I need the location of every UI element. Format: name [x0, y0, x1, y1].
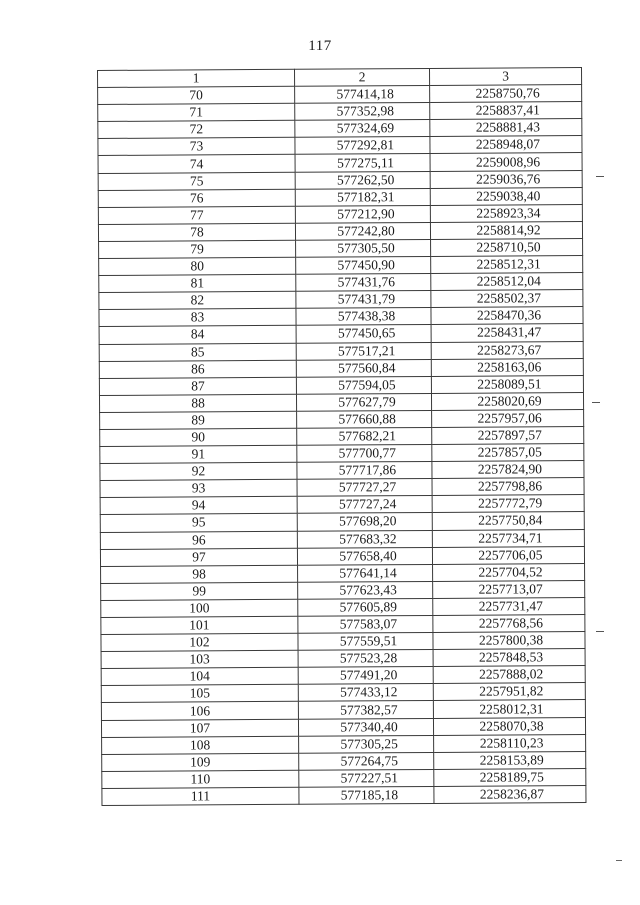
column-header-point-number: 1 — [98, 69, 295, 87]
x-coordinate-cell: 577727,27 — [297, 479, 432, 497]
y-coordinate-cell: 2257800,38 — [433, 632, 585, 650]
point-number-cell: 111 — [102, 787, 299, 805]
y-coordinate-cell: 2257857,05 — [432, 444, 584, 462]
y-coordinate-cell: 2258923,34 — [430, 204, 582, 222]
point-number-cell: 91 — [100, 445, 297, 463]
y-coordinate-cell: 2257824,90 — [432, 461, 584, 479]
point-number-cell: 108 — [102, 736, 299, 754]
x-coordinate-cell: 577560,84 — [296, 359, 431, 377]
y-coordinate-cell: 2258502,37 — [431, 290, 583, 308]
x-coordinate-cell: 577523,28 — [298, 650, 433, 668]
y-coordinate-cell: 2258070,38 — [433, 717, 585, 735]
point-number-cell: 87 — [99, 377, 296, 395]
x-coordinate-cell: 577627,79 — [296, 393, 431, 411]
point-number-cell: 106 — [101, 702, 298, 720]
y-coordinate-cell: 2258431,47 — [431, 324, 583, 342]
x-coordinate-cell: 577264,75 — [299, 752, 434, 770]
y-coordinate-cell: 2258020,69 — [431, 392, 583, 410]
y-coordinate-cell: 2259036,76 — [430, 170, 582, 188]
point-number-cell: 99 — [101, 582, 298, 600]
point-number-cell: 78 — [98, 223, 295, 241]
x-coordinate-cell: 577431,79 — [296, 291, 431, 309]
x-coordinate-cell: 577431,76 — [296, 274, 431, 292]
y-coordinate-cell: 2258189,75 — [434, 768, 586, 786]
point-number-cell: 110 — [102, 770, 299, 788]
x-coordinate-cell: 577583,07 — [298, 615, 433, 633]
x-coordinate-cell: 577305,25 — [299, 735, 434, 753]
scan-mark — [616, 860, 622, 861]
x-coordinate-cell: 577682,21 — [297, 427, 432, 445]
x-coordinate-cell: 577660,88 — [297, 410, 432, 428]
x-coordinate-cell: 577324,69 — [295, 120, 430, 138]
column-header-x: 2 — [294, 68, 429, 86]
y-coordinate-cell: 2258470,36 — [431, 307, 583, 325]
point-number-cell: 103 — [101, 650, 298, 668]
y-coordinate-cell: 2257713,07 — [433, 580, 585, 598]
x-coordinate-cell: 577491,20 — [298, 667, 433, 685]
scan-mark — [592, 402, 600, 403]
y-coordinate-cell: 2257704,52 — [433, 563, 585, 581]
point-number-cell: 73 — [98, 138, 295, 156]
point-number-cell: 83 — [99, 309, 296, 327]
y-coordinate-cell: 2258837,41 — [430, 102, 582, 120]
y-coordinate-cell: 2258750,76 — [430, 85, 582, 103]
point-number-cell: 72 — [98, 121, 295, 139]
point-number-cell: 93 — [100, 480, 297, 498]
x-coordinate-cell: 577433,12 — [298, 684, 433, 702]
point-number-cell: 96 — [100, 531, 297, 549]
point-number-cell: 89 — [100, 411, 297, 429]
x-coordinate-cell: 577352,98 — [295, 103, 430, 121]
point-number-cell: 107 — [101, 719, 298, 737]
x-coordinate-cell: 577641,14 — [298, 564, 433, 582]
point-number-cell: 105 — [101, 685, 298, 703]
x-coordinate-cell: 577292,81 — [295, 137, 430, 155]
y-coordinate-cell: 2258012,31 — [433, 700, 585, 718]
y-coordinate-cell: 2258512,31 — [431, 256, 583, 274]
x-coordinate-cell: 577182,31 — [295, 188, 430, 206]
x-coordinate-cell: 577340,40 — [298, 718, 433, 736]
x-coordinate-cell: 577727,24 — [297, 496, 432, 514]
point-number-cell: 88 — [99, 394, 296, 412]
point-number-cell: 92 — [100, 462, 297, 480]
point-number-cell: 97 — [100, 548, 297, 566]
x-coordinate-cell: 577717,86 — [297, 462, 432, 480]
y-coordinate-cell: 2257768,56 — [433, 615, 585, 633]
point-number-cell: 79 — [99, 240, 296, 258]
point-number-cell: 81 — [99, 274, 296, 292]
y-coordinate-cell: 2257951,82 — [433, 683, 585, 701]
x-coordinate-cell: 577700,77 — [297, 445, 432, 463]
point-number-cell: 86 — [99, 360, 296, 378]
point-number-cell: 95 — [100, 514, 297, 532]
x-coordinate-cell: 577623,43 — [298, 581, 433, 599]
point-number-cell: 71 — [98, 103, 295, 121]
x-coordinate-cell: 577212,90 — [295, 205, 430, 223]
point-number-cell: 102 — [101, 633, 298, 651]
y-coordinate-cell: 2257731,47 — [433, 597, 585, 615]
y-coordinate-cell: 2257706,05 — [432, 546, 584, 564]
y-coordinate-cell: 2258110,23 — [434, 734, 586, 752]
table-row — [102, 785, 586, 805]
x-coordinate-cell: 577450,90 — [296, 256, 431, 274]
point-number-cell: 75 — [98, 172, 295, 190]
coordinates-table — [97, 67, 586, 806]
point-number-cell: 70 — [98, 86, 295, 104]
y-coordinate-cell: 2257848,53 — [433, 649, 585, 667]
x-coordinate-cell: 577414,18 — [295, 86, 430, 104]
x-coordinate-cell: 577382,57 — [298, 701, 433, 719]
y-coordinate-cell: 2257750,84 — [432, 512, 584, 530]
point-number-cell: 100 — [101, 599, 298, 617]
y-coordinate-cell: 2257734,71 — [432, 529, 584, 547]
y-coordinate-cell: 2258881,43 — [430, 119, 582, 137]
x-coordinate-cell: 577227,51 — [299, 769, 434, 787]
point-number-cell: 104 — [101, 668, 298, 686]
point-number-cell: 85 — [99, 343, 296, 361]
x-coordinate-cell: 577450,65 — [296, 325, 431, 343]
x-coordinate-cell: 577275,11 — [295, 154, 430, 172]
y-coordinate-cell: 2257957,06 — [432, 409, 584, 427]
x-coordinate-cell: 577185,18 — [299, 786, 434, 804]
x-coordinate-cell: 577517,21 — [296, 342, 431, 360]
x-coordinate-cell: 577305,50 — [296, 239, 431, 257]
point-number-cell: 82 — [99, 292, 296, 310]
x-coordinate-cell: 577658,40 — [297, 547, 432, 565]
point-number-cell: 98 — [101, 565, 298, 583]
scan-mark — [596, 176, 604, 177]
y-coordinate-cell: 2258710,50 — [431, 238, 583, 256]
y-coordinate-cell: 2258948,07 — [430, 136, 582, 154]
x-coordinate-cell: 577242,80 — [295, 222, 430, 240]
x-coordinate-cell: 577438,38 — [296, 308, 431, 326]
point-number-cell: 84 — [99, 326, 296, 344]
point-number-cell: 101 — [101, 616, 298, 634]
scan-mark — [596, 631, 604, 632]
x-coordinate-cell: 577683,32 — [297, 530, 432, 548]
x-coordinate-cell: 577262,50 — [295, 171, 430, 189]
y-coordinate-cell: 2257798,86 — [432, 478, 584, 496]
x-coordinate-cell: 577594,05 — [296, 376, 431, 394]
page-number: 117 — [308, 38, 332, 54]
y-coordinate-cell: 2258236,87 — [434, 785, 586, 803]
point-number-cell: 80 — [99, 257, 296, 275]
point-number-cell: 76 — [98, 189, 295, 207]
y-coordinate-cell: 2258273,67 — [431, 341, 583, 359]
point-number-cell: 109 — [102, 753, 299, 771]
y-coordinate-cell: 2258512,04 — [431, 273, 583, 291]
y-coordinate-cell: 2258163,06 — [431, 358, 583, 376]
x-coordinate-cell: 577605,89 — [298, 598, 433, 616]
y-coordinate-cell: 2258089,51 — [431, 375, 583, 393]
y-coordinate-cell: 2257897,57 — [432, 427, 584, 445]
point-number-cell: 94 — [100, 497, 297, 515]
y-coordinate-cell: 2259008,96 — [430, 153, 582, 171]
y-coordinate-cell: 2257772,79 — [432, 495, 584, 513]
x-coordinate-cell: 577559,51 — [298, 633, 433, 651]
column-header-y: 3 — [429, 68, 581, 86]
table-body — [98, 85, 586, 806]
point-number-cell: 77 — [98, 206, 295, 224]
y-coordinate-cell: 2258153,89 — [434, 751, 586, 769]
x-coordinate-cell: 577698,20 — [297, 513, 432, 531]
y-coordinate-cell: 2259038,40 — [430, 187, 582, 205]
point-number-cell: 90 — [100, 428, 297, 446]
y-coordinate-cell: 2257888,02 — [433, 666, 585, 684]
point-number-cell: 74 — [98, 155, 295, 173]
y-coordinate-cell: 2258814,92 — [430, 221, 582, 239]
